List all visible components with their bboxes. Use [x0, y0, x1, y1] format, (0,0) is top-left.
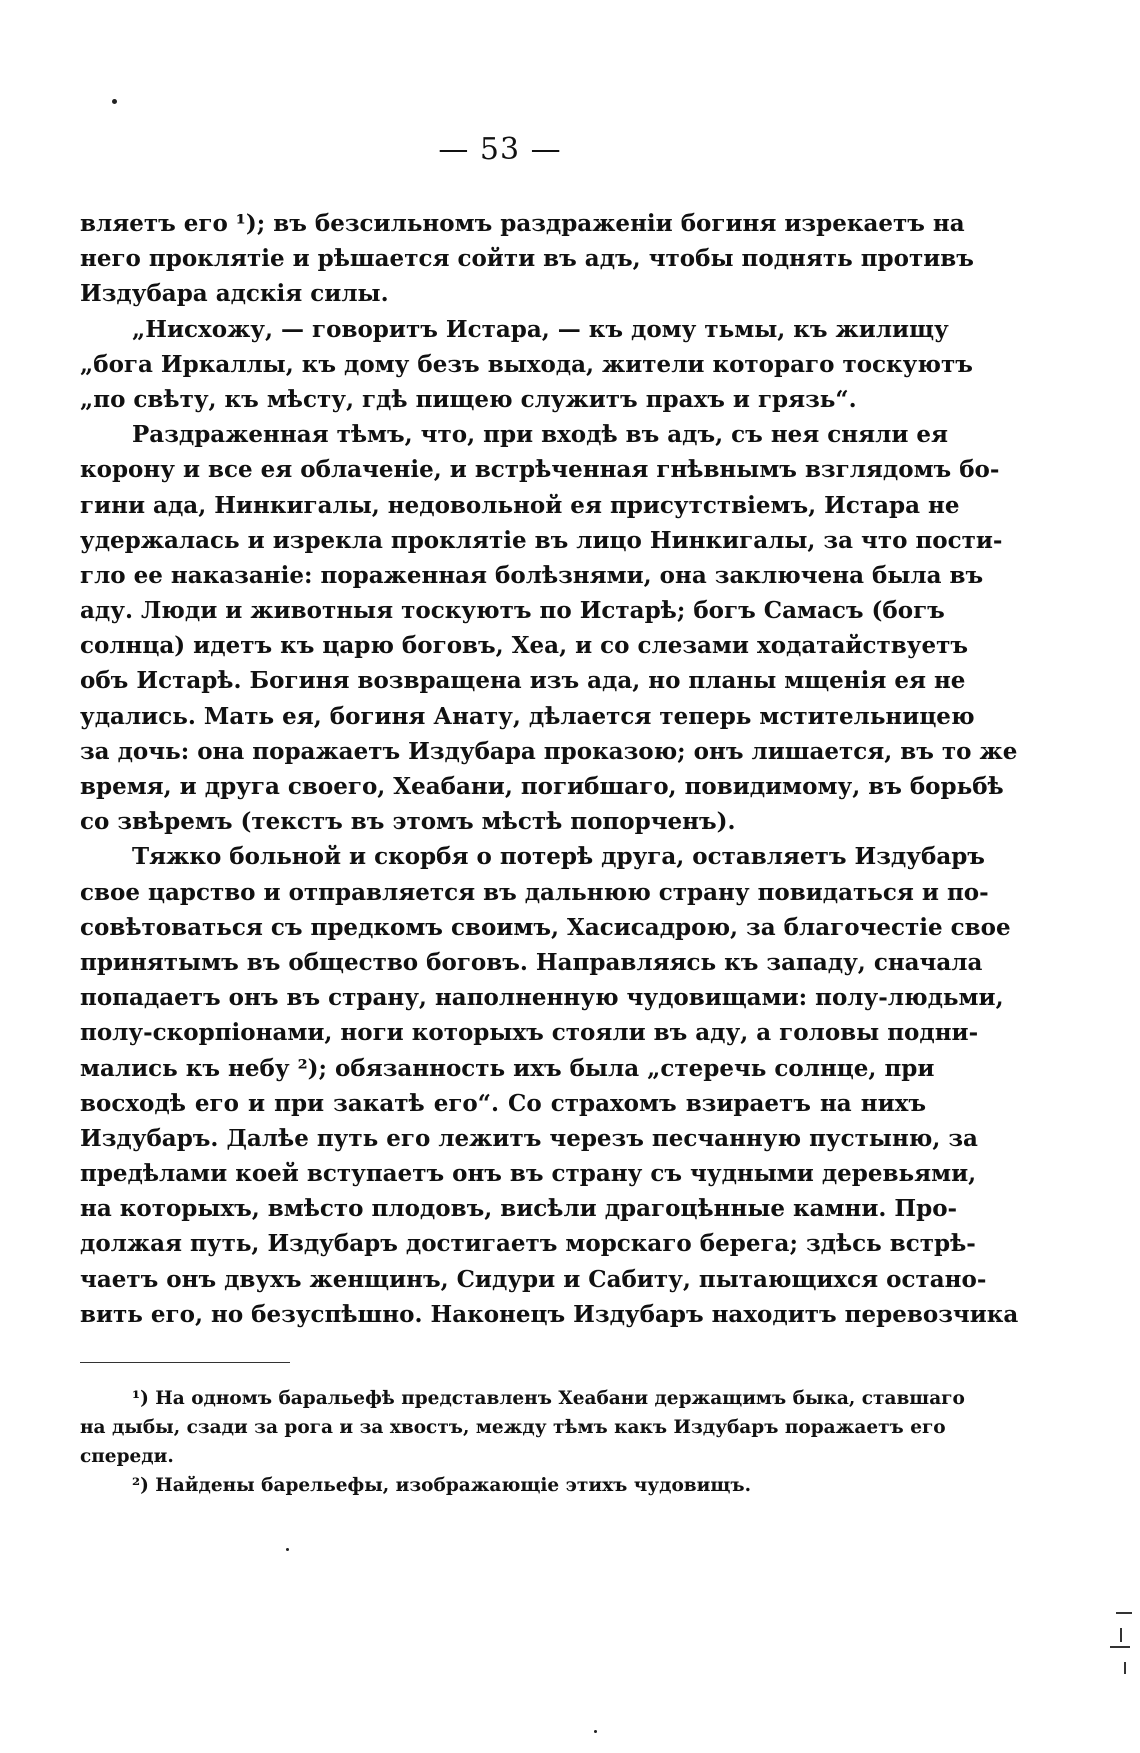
- text-line: на которыхъ, вмѣсто плодовъ, висѣли драгоцѣнные камни. Про-: [80, 1195, 958, 1223]
- text-line: „Нисхожу, — говоритъ Истара, — къ дому тьмы, къ жилищу: [132, 315, 949, 343]
- page-edge-mark: [1110, 1646, 1130, 1648]
- text-line: за дочь: она поражаетъ Издубара проказою; онъ лишается, въ то же: [80, 737, 1018, 765]
- text-line: вить его, но безуспѣшно. Наконецъ Издубаръ находитъ перевозчика: [80, 1300, 1019, 1328]
- text-line: него проклятіе и рѣшается сойти въ адъ, чтобы поднять противъ: [80, 245, 974, 273]
- body-text: [80, 206, 1019, 1332]
- text-line: совѣтоваться съ предкомъ своимъ, Хасисадрою, за благочестіе свое: [80, 913, 1011, 941]
- text-line: „по свѣту, къ мѣсту, гдѣ пищею служитъ прахъ и грязь“.: [80, 385, 857, 413]
- text-line: мались къ небу ²); обязанность ихъ была „стеречь солнце, при: [80, 1054, 935, 1082]
- text-line: восходѣ его и при закатѣ его“. Со страхомъ взираетъ на нихъ: [80, 1089, 926, 1117]
- text-line: попадаетъ онъ въ страну, наполненную чудовищами: полу-людьми,: [80, 984, 1004, 1012]
- text-line: время, и друга своего, Хеабани, погибшаго, повидимому, въ борьбѣ: [80, 773, 1004, 800]
- text-line: чаетъ онъ двухъ женщинъ, Сидури и Сабиту, пытающихся остано-: [80, 1265, 987, 1293]
- text-line: аду. Люди и животныя тоскуютъ по Истарѣ; богъ Самасъ (богъ: [80, 597, 945, 625]
- text-line: вляетъ его ¹); въ безсильномъ раздраженіи богиня изрекаетъ на: [80, 210, 965, 237]
- text-line: „бога Иркаллы, къ дому безъ выхода, жители котораго тоскуютъ: [80, 350, 973, 378]
- text-line: принятымъ въ общество боговъ. Направляясь къ западу, сначала: [80, 948, 983, 976]
- text-line: гло ее наказаніе: пораженная болѣзнями, она заключена была въ: [80, 561, 984, 589]
- text-line: Издубара адскія силы.: [80, 280, 389, 308]
- text-line: удались. Мать ея, богиня Анату, дѣлается теперь мстительницею: [80, 702, 975, 730]
- footnote-line: ²) Найдены барельефы, изображающіе этихъ чудовищъ.: [132, 1475, 752, 1496]
- footnote-line: ¹) На одномъ баральефѣ представленъ Хеабани держащимъ быка, ставшаго: [132, 1388, 965, 1409]
- text-line: Раздраженная тѣмъ, что, при входѣ въ адъ, съ нея сняли ея: [132, 421, 949, 449]
- footnotes: [80, 1384, 965, 1500]
- ink-speck: [112, 99, 117, 104]
- page-number: — 53 —: [438, 132, 562, 167]
- text-line: свое царство и отправляется въ дальнюю страну повидаться и по-: [80, 878, 989, 906]
- text-line: корону и все ея облаченіе, и встрѣченная гнѣвнымъ взглядомъ бо-: [80, 456, 1000, 484]
- text-line: солнца) идетъ къ царю боговъ, Хеа, и со слезами ходатайствуетъ: [80, 632, 968, 660]
- footnote-line: на дыбы, сзади за рога и за хвостъ, между тѣмъ какъ Издубаръ поражаетъ его: [80, 1417, 946, 1438]
- text-line: гини ада, Нинкигалы, недовольной ея присутствіемъ, Истара не: [80, 491, 960, 519]
- ink-speck: [286, 1548, 289, 1551]
- text-line: предѣлами коей вступаетъ онъ въ страну съ чудными деревьями,: [80, 1160, 977, 1188]
- ink-speck: [594, 1730, 597, 1733]
- page-edge-mark: [1124, 1662, 1126, 1674]
- footnote-line: спереди.: [80, 1446, 174, 1467]
- text-line: должая путь, Издубаръ достигаетъ морскаго берега; здѣсь встрѣ-: [80, 1230, 976, 1258]
- page-edge-mark: [1120, 1628, 1122, 1642]
- text-line: со звѣремъ (текстъ въ этомъ мѣстѣ попорченъ).: [80, 808, 736, 836]
- text-line: Тяжко больной и скорбя о потерѣ друга, оставляетъ Издубаръ: [132, 843, 985, 871]
- page-edge-mark: [1116, 1612, 1132, 1614]
- text-line: Издубаръ. Далѣе путь его лежитъ черезъ песчанную пустыню, за: [80, 1124, 978, 1152]
- footnote-divider: [80, 1362, 290, 1363]
- text-line: объ Истарѣ. Богиня возвращена изъ ада, но планы мщенія ея не: [80, 667, 966, 695]
- text-line: удержалась и изрекла проклятіе въ лицо Нинкигалы, за что пости-: [80, 526, 1003, 554]
- text-line: полу-скорпіонами, ноги которыхъ стояли въ аду, а головы подни-: [80, 1019, 979, 1047]
